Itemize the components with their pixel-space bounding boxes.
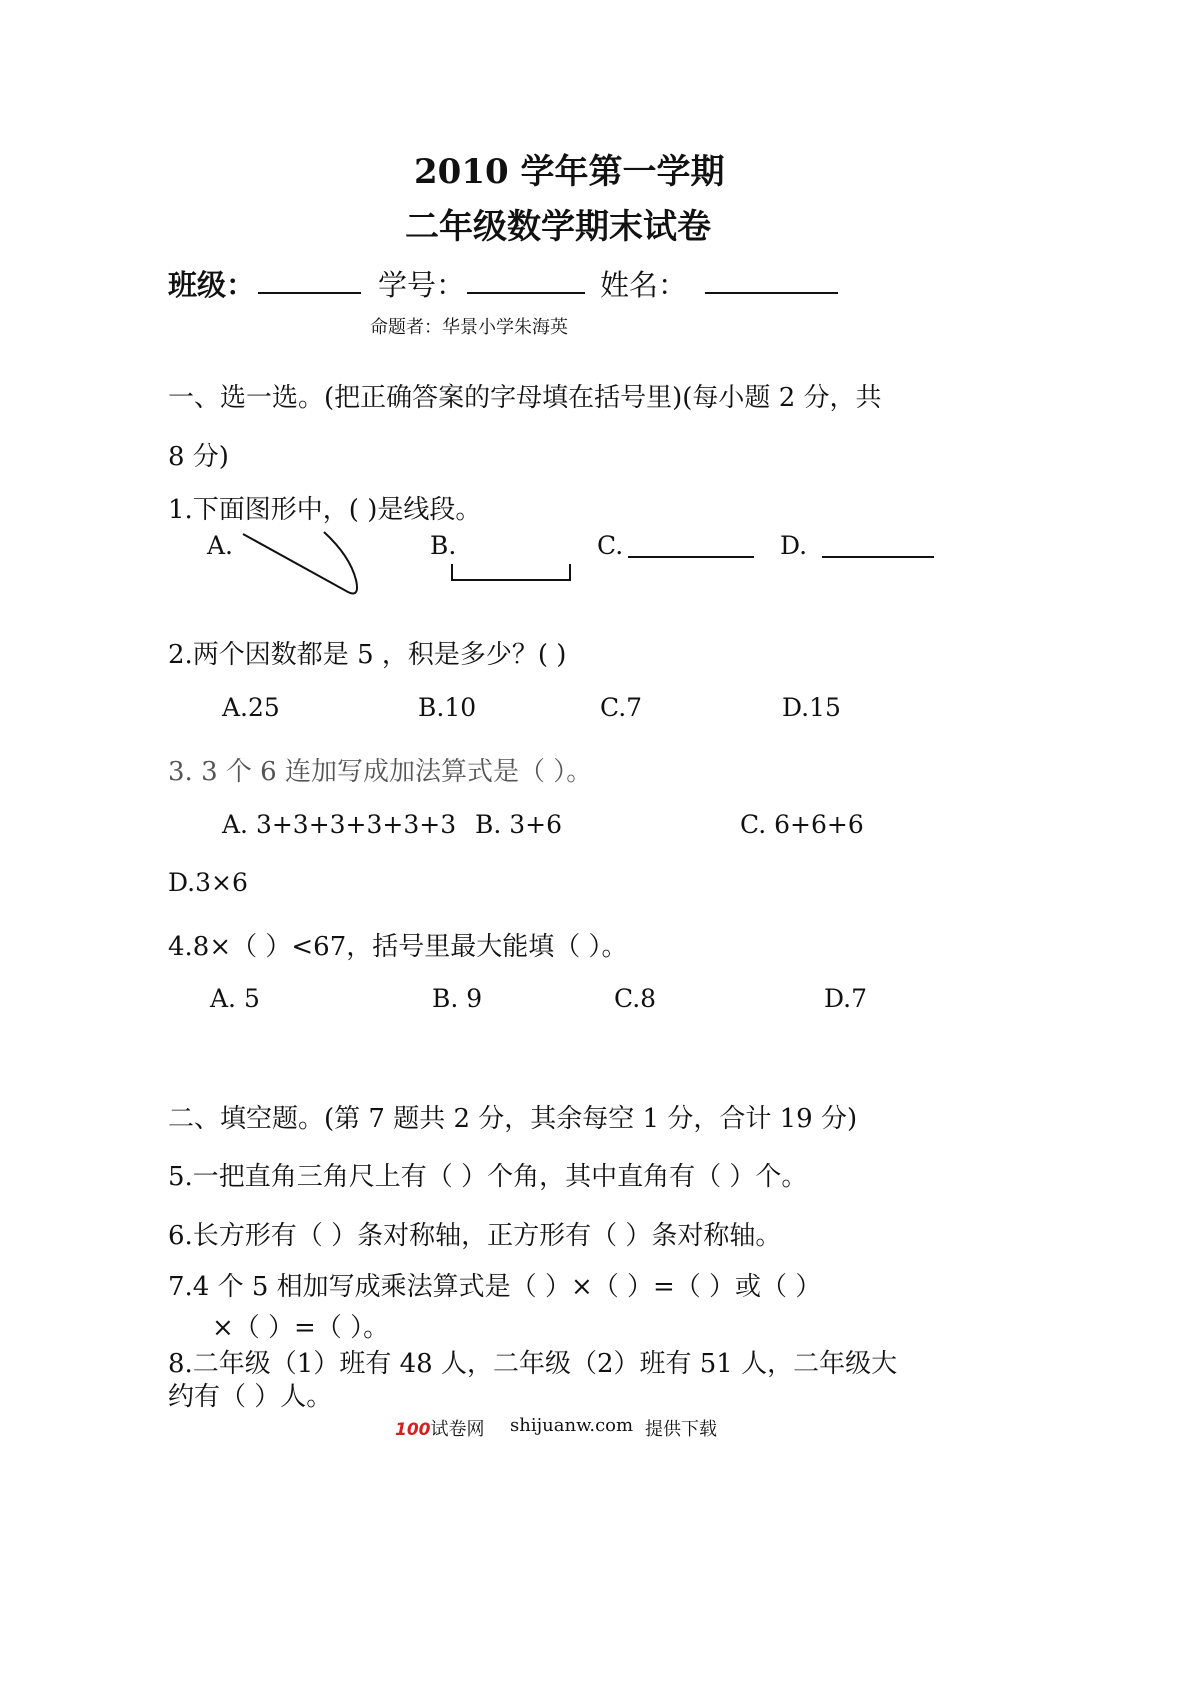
q3-text: 3. 3 个 6 连加写成加法算式是（ ）。 [168, 757, 593, 787]
q8-text-line2: 约有（ ）人。 [168, 1382, 333, 1412]
section1-heading-line1: 一、选一选。(把正确答案的字母填在括号里)(每小题 2 分，共 [168, 383, 882, 413]
site-domain-link[interactable]: shijuanw.com [510, 1415, 634, 1436]
section2-heading: 二、填空题。(第 7 题共 2 分，其余每空 1 分，合计 19 分) [168, 1104, 858, 1134]
name-blank[interactable] [705, 292, 838, 294]
q4-option-d: D.7 [824, 984, 868, 1013]
q2-option-a: A.25 [222, 693, 280, 722]
class-blank[interactable] [258, 292, 361, 294]
q2-option-b: B.10 [418, 693, 477, 722]
footer [395, 1415, 485, 1441]
exam-title-subject: 二年级数学期末试卷 [405, 207, 711, 247]
q1-option-d-ray [822, 556, 934, 558]
q4-text: 4.8×（ ）<67，括号里最大能填（ ）。 [168, 932, 628, 962]
q2-option-d: D.15 [782, 693, 841, 722]
q1-text: 1.下面图形中，( )是线段。 [168, 495, 482, 525]
q3-option-a: A. 3+3+3+3+3+3 [222, 810, 457, 839]
q6-text: 6.长方形有（ ）条对称轴，正方形有（ ）条对称轴。 [168, 1221, 782, 1251]
q5-text: 5.一把直角三角尺上有（ ）个角，其中直角有（ ）个。 [168, 1162, 808, 1192]
site-name: 试卷网 [430, 1419, 485, 1440]
q8-text-line1: 8.二年级（1）班有 48 人，二年级（2）班有 51 人，二年级大 [168, 1349, 898, 1379]
q3-option-d: D.3×6 [168, 868, 248, 897]
q2-option-c: C.7 [600, 693, 643, 722]
q1-option-b-label: B. [430, 531, 457, 560]
q1-option-d-label: D. [780, 531, 808, 560]
site-logo-100: 100 [395, 1420, 431, 1440]
q2-text: 2.两个因数都是 5 ，积是多少？( ) [168, 640, 567, 670]
q1-option-c-label: C. [597, 531, 624, 560]
q4-option-b: B. 9 [432, 984, 483, 1013]
name-label: 姓名： [600, 268, 688, 302]
q3-option-b: B. 3+6 [475, 810, 563, 839]
exam-title-year: 2010 学年第一学期 [414, 152, 725, 192]
q1-option-c-line [628, 556, 754, 558]
q1-option-b-segment [450, 562, 574, 584]
q4-option-c: C.8 [614, 984, 657, 1013]
student-no-blank[interactable] [467, 292, 585, 294]
download-note: 提供下载 [645, 1419, 717, 1440]
q7-text-line1: 7.4 个 5 相加写成乘法算式是（ ）×（ ）=（ ）或（ ） [168, 1272, 822, 1302]
student-no-label: 学号： [378, 268, 466, 302]
class-label: 班级： [168, 268, 256, 302]
q7-text-line2: ×（ ）=（ ）。 [212, 1313, 390, 1343]
section1-heading-line2: 8 分) [168, 442, 229, 472]
q1-option-a-label: A. [207, 531, 234, 560]
author-line: 命题者：华景小学朱海英 [370, 317, 568, 338]
q4-option-a: A. 5 [210, 984, 260, 1013]
q1-option-a-curve [238, 528, 368, 598]
q3-option-c: C. 6+6+6 [740, 810, 864, 839]
